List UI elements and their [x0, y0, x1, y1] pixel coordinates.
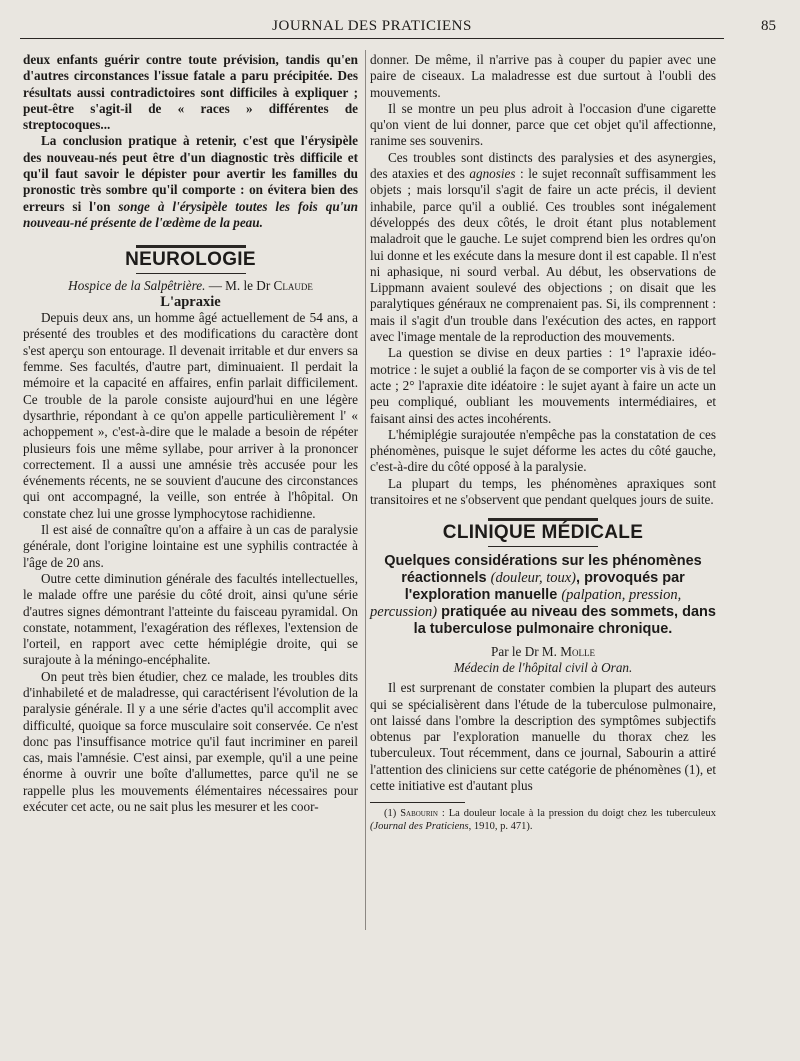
left-column — [23, 52, 358, 815]
title-run: , provoqués par l'exploration manuelle — [404, 569, 685, 603]
title-run: Quelques considérations sur les phénomènes réactionnels — [384, 552, 702, 586]
article-byline — [23, 278, 358, 294]
paragraph — [370, 150, 716, 346]
paragraph: Outre cette diminution générale des facultés intellectuelles, le malade offre une parésie du côté droit, ainsi qu'une série d'autres signes démontrant l'atteinte du faisceau pyramidal. On constate, notamment, l'exagération des réflexes, l'extension de l'orteil, en rapport avec cette hémiplégie droite, qui se surajoute à la méningo-encéphalite. — [23, 570, 358, 668]
author-prefix: Par le Dr M. — [491, 643, 561, 659]
author-name: Molle — [560, 643, 595, 659]
journal-title: JOURNAL DES PRATICIENS — [272, 18, 472, 34]
section-title-neurologie: NEUROLOGIE — [125, 249, 256, 271]
page-number: 85 — [761, 18, 776, 34]
footnote — [370, 807, 716, 833]
author-role: Médecin de l'hôpital civil à Oran. — [453, 659, 633, 675]
byline-author: Claude — [273, 277, 313, 293]
conclusion-paragraph — [23, 133, 358, 231]
author-line — [370, 644, 716, 660]
paragraph: On peut très bien étudier, chez ce malade, les troubles dits d'inhabileté et de maladresse, qui caractérisent l'évolution de la paralysie générale. Il y a une série d'actes qu'il accomplit avec difficulté, quoique sa force musculaire soit conservée. Ce n'est donc pas l'insuffisance motrice qu'il faut incriminer en pareil cas, mais l'amnésie. C'est ainsi, par exemple, qu'il a une peine énorme à ouvrir une boîte d'allumettes, parce qu'il ne se rappelle plus les mouvements élémentaires nécessaires pour exécuter cet acte, ou ne sait plus les mesurer et les coor- — [23, 668, 358, 815]
byline-prefix: — M. le Dr — [205, 277, 274, 293]
paragraph: Depuis deux ans, un homme âgé actuellement de 54 ans, a présenté des troubles et des modifications du caractère dont s'est aperçu son entourage. Il devenait irritable et dur envers sa femme. Ses facultés, d'autre part, diminuaient. Il perdait la mémoire et la capacité en affaires, enfin parlait difficilement. Ce trouble de la parole consiste aujourd'hui en une légère dysarthrie, répondant à ce qu'on appelle particulièrement l' « achoppement », c'est-à-dire que le malade a besoin de répéter plusieurs fois une même syllabe, pour arriver à la prononcer correctement. Il a aussi une amnésie très accusée pour les événements récents, ne se souvient d'aucune des circonstances qui ont accompagné, la veille, son entrée à l'hôpital. On constate chez lui une grosse lymphocytose rachidienne. — [23, 310, 358, 521]
footnote-text: , 1910, p. 471). — [468, 821, 533, 833]
italic-term: agnosies — [469, 166, 516, 182]
title-run: pratiquée au niveau des sommets, dans la tuberculose pulmonaire chronique. — [413, 603, 716, 637]
footnote-rule — [370, 802, 465, 803]
text-run: Ces troubles sont distincts des paralysies et des asynergies, des ataxies et des — [370, 149, 716, 182]
paragraph: donner. De même, il n'arrive pas à couper du papier avec une paire de ciseaux. La maladresse est due surtout à l'oubli des mouvements. — [370, 52, 716, 100]
conclusion-text: La conclusion pratique à retenir, c'est que l'érysipèle des nouveau-nés peut être d'un diagnostic très difficile et qu'il faut savoir le dépister pour avertir les familles du pronostic très sombre qu'il comporte : on évitera bien des erreurs si l'on — [23, 133, 358, 214]
right-column — [370, 52, 716, 833]
section-rule — [136, 245, 246, 248]
article-title — [370, 553, 716, 638]
conclusion-italic: songe à l'érysipèle toutes les fois qu'un nouveau-né présente de l'œdème de la peau. — [23, 198, 358, 230]
footnote-text: : La douleur locale à la pression du doigt chez les tuberculeux — [437, 808, 716, 820]
paragraph: L'hémiplégie surajoutée n'empêche pas la constatation de ces phénomènes, puisque le sujet déforme les actes du côté gauche, c'est-à-dire du côté opposé à la paralysie. — [370, 426, 716, 475]
byline-place: Hospice de la Salpêtrière. — [68, 277, 206, 293]
section-title-clinique: CLINIQUE MÉDICALE — [442, 522, 644, 544]
paragraph: Il est surprenant de constater combien la plupart des auteurs qui se spécialisèrent dans l'étude de la tuberculose pulmonaire, ont laissé dans l'ombre la description des symptômes subjectifs obtenus par l'exploration manuelle du thorax chez les tuberculeux. Tout récemment, dans ce journal, Sabourin a attiré l'attention des cliniciens sur cette catégorie de phénomènes (1), et cette initiative est d'autant plus — [370, 680, 716, 793]
text-run: : le sujet reconnaît suffisamment les objets ; mais lorsqu'il s'agit de faire un acte précis, il devient inhabile, parce qu'il a oublié. Ces troubles sont inégalement développés des deux côtés, le droit étant plus notablement maladroit que le gauche. Le sujet comprend bien les ordres qu'on lui donne et les exécute dans la mesure dont il est capable. Il n'est ni aphasique, ni sourd verbal. Au début, les observations de Lippmann avaient soulevé des objections ; on disait que les paralytiques généraux ne comprenaient pas. Si, ils comprennent : mais il s'agit d'un trouble dans l'exécution des actes, en rapport avec l'image mentale de la reproduction des mouvements. — [370, 166, 716, 345]
section-rule — [488, 518, 598, 521]
column-divider — [365, 50, 366, 930]
title-italic: (douleur, toux) — [490, 569, 577, 586]
article-subtitle: L'apraxie — [160, 293, 221, 310]
section-rule — [488, 546, 598, 547]
paragraph: La plupart du temps, les phénomènes apraxiques sont transitoires et ne s'observent que pendant quelques jours de suite. — [370, 475, 716, 508]
paragraph: La question se divise en deux parties : 1° l'apraxie idéo-motrice : le sujet a oublié la façon de se comporter vis à vis de tel acte ; 2° l'apraxie dite idéatoire : le sujet ayant à faire un acte un peu compliqué, oubliant les mouvements intermédiaires, et faisant ainsi des actes incohérents. — [370, 345, 716, 426]
paragraph: Il se montre un peu plus adroit à l'occasion d'une cigarette qu'on vient de lui donner, parce que cet objet qu'il affectionne, ranime ses souvenirs. — [370, 100, 716, 149]
section-rule — [136, 273, 246, 274]
running-header — [20, 18, 776, 39]
paragraph: deux enfants guérir contre toute prévision, tandis qu'en d'autres circonstances l'issue fatale a paru précipitée. Des résultats aussi contradictoires sont difficiles à expliquer ; peut-être s'agit-il de « races » différentes de streptocoques... — [23, 52, 358, 133]
footnote-marker: (1) — [384, 808, 401, 820]
title-italic: (palpation, pression, percussion) — [370, 586, 682, 620]
footnote-journal: (Journal des Praticiens — [370, 821, 469, 833]
paragraph: Il est aisé de connaître qu'on a affaire à un cas de paralysie générale, dont l'origine lointaine est une syphilis contractée à l'âge de 20 ans. — [23, 522, 358, 570]
footnote-author: Sabourin — [400, 808, 438, 820]
